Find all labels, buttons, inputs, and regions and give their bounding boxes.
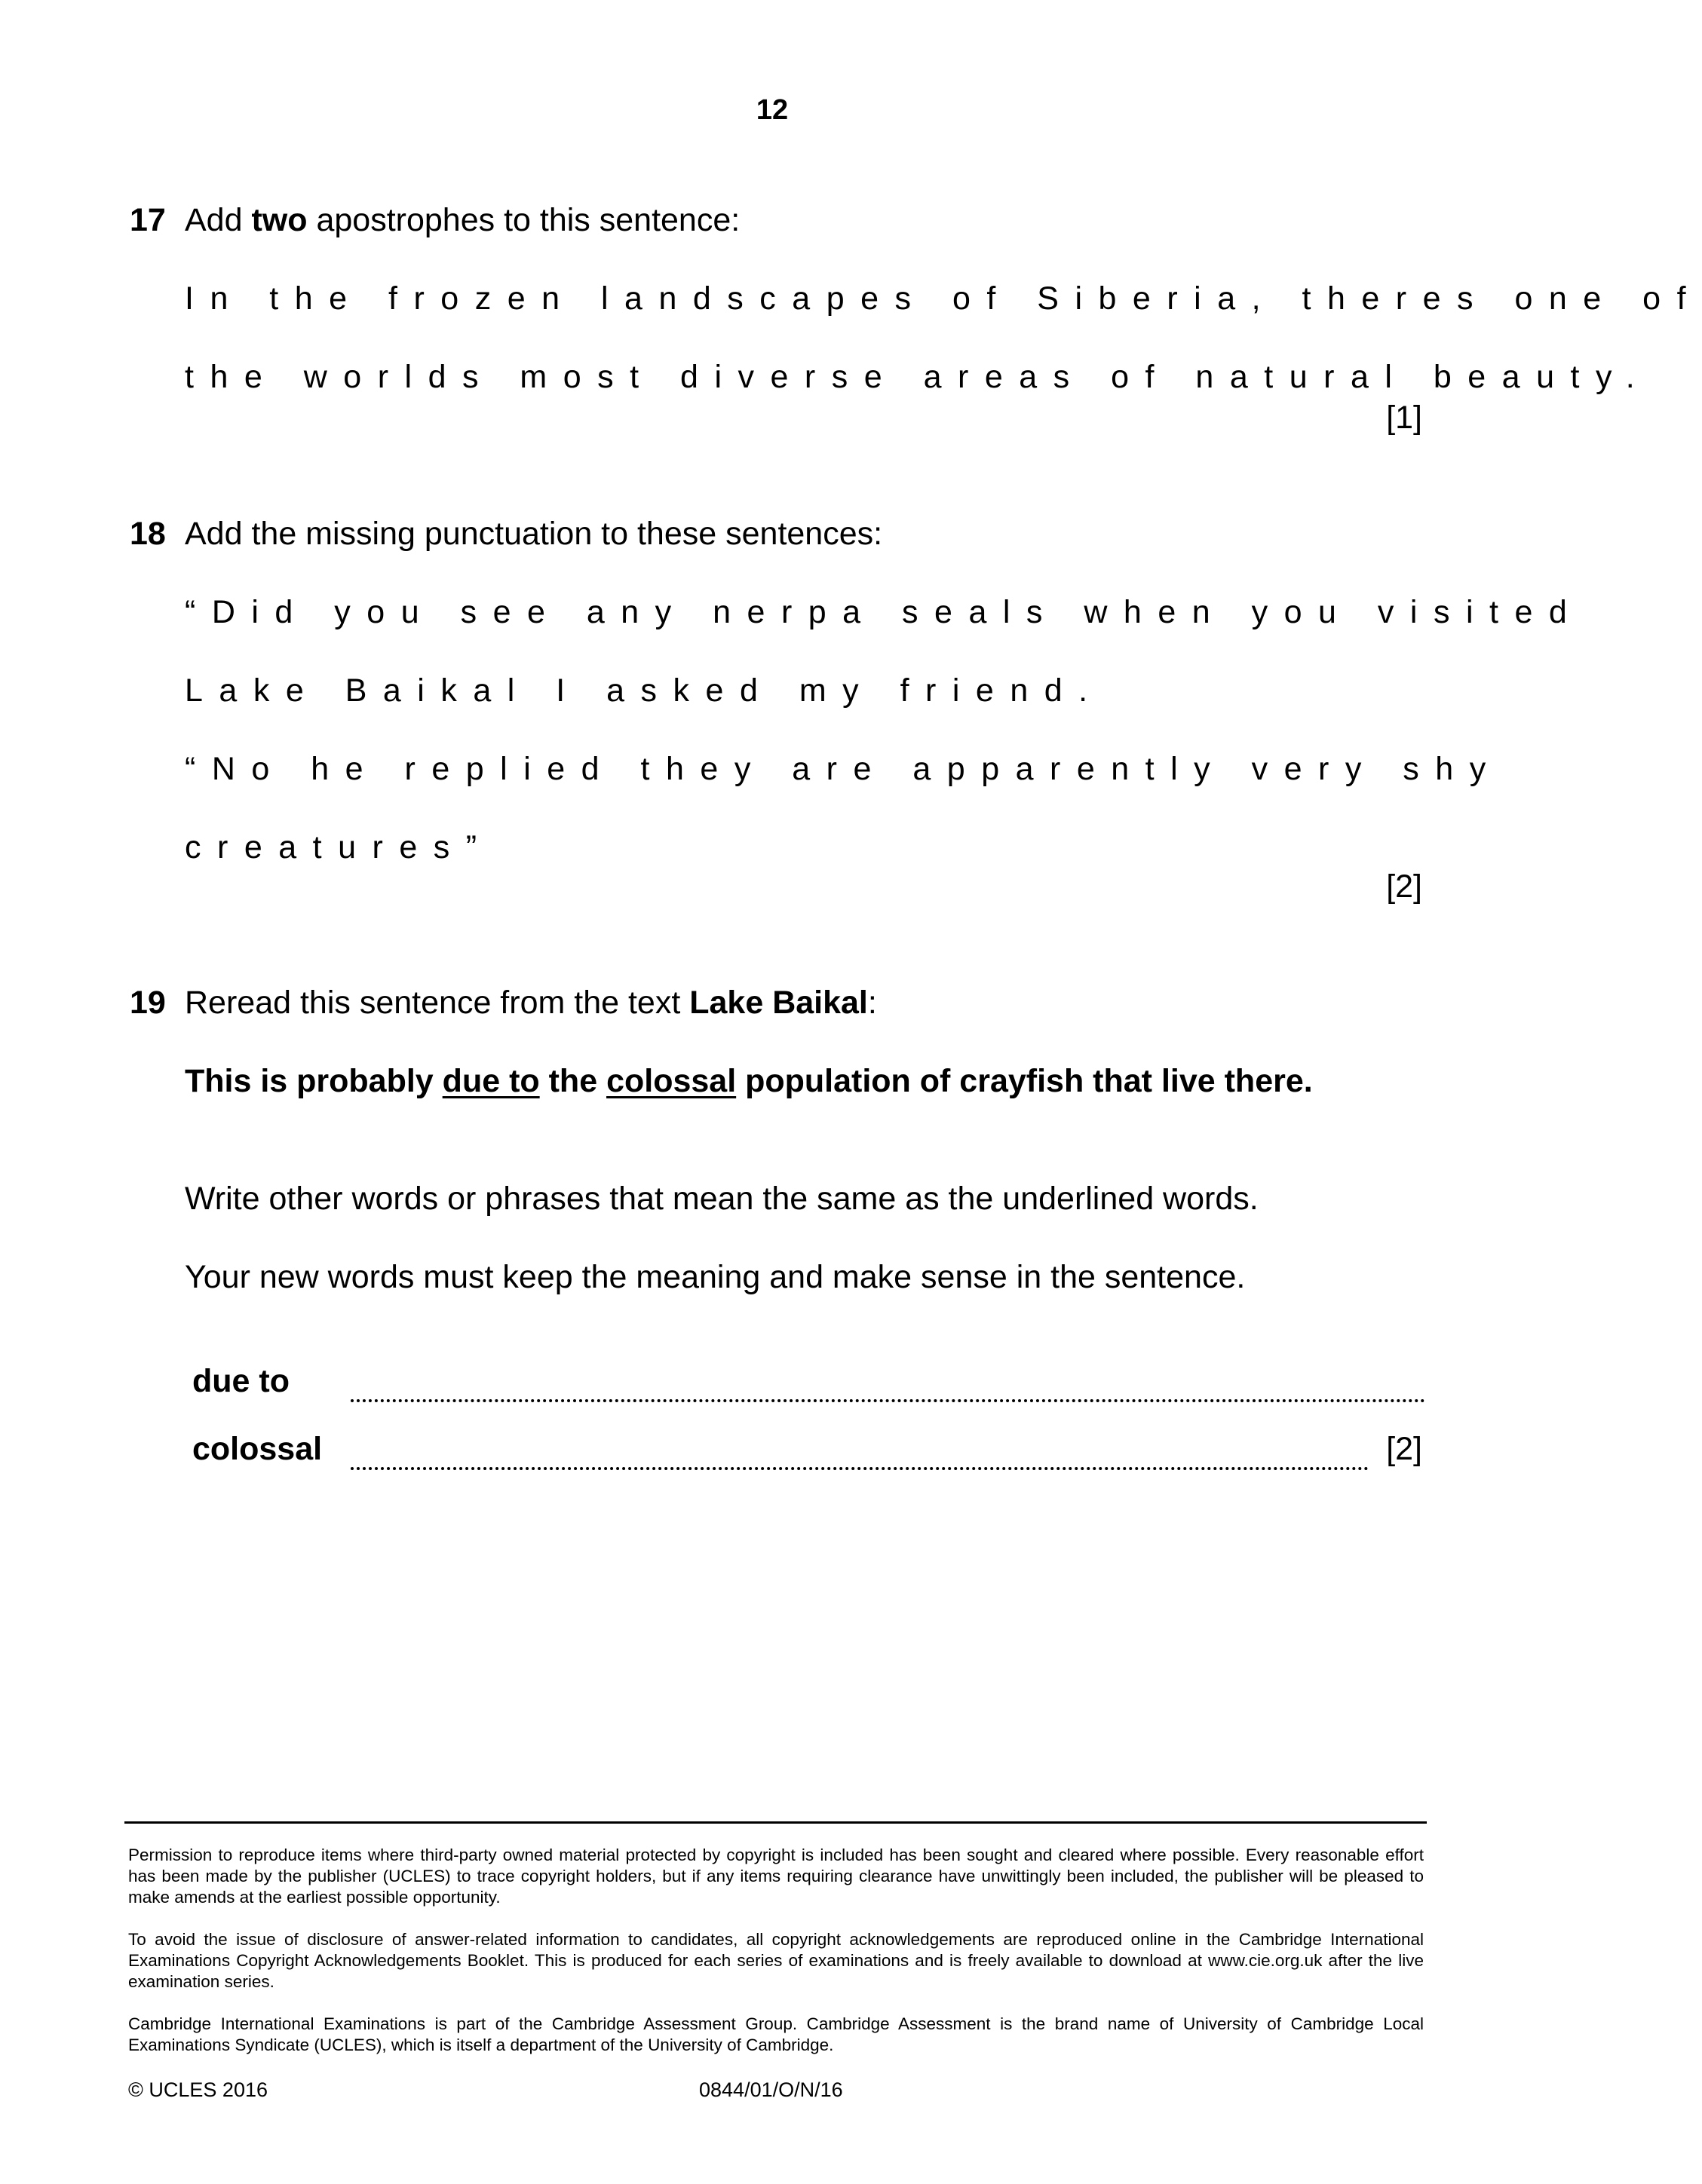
footer-copyright: © UCLES 2016	[128, 2078, 268, 2101]
answer-label-colossal: colossal	[192, 1431, 323, 1467]
question-18-marks: [2]	[1386, 868, 1422, 905]
question-17-marks: [1]	[1386, 400, 1422, 436]
question-18-line-3: “No he replied they are apparently very shy	[185, 751, 1502, 787]
footer-permission-notice: Permission to reproduce items where third-party owned material protected by copyright is included has been sought and cleared where possible. Every reasonable effort has been made by the publisher (UCLES) to trace copyright holders, but if any items requiring clearance have unwittingly been included, the publisher will be pleased to make amends at the earliest possible opportunity.	[128, 1846, 1424, 1907]
answer-label-due-to: due to	[192, 1363, 290, 1399]
question-18-line-2: Lake Baikal I asked my friend.	[185, 672, 1104, 709]
footer-paper-code: 0844/01/O/N/16	[699, 2078, 843, 2101]
underlined-colossal: colossal	[606, 1063, 737, 1099]
question-19-marks: [2]	[1386, 1431, 1422, 1467]
question-19-prompt: Reread this sentence from the text Lake Baikal:	[185, 985, 877, 1021]
question-19-instruction-2: Your new words must keep the meaning and make sense in the sentence.	[185, 1259, 1246, 1295]
question-18-line-1: “Did you see any nerpa seals when you visited	[185, 594, 1584, 630]
question-17-prompt: Add two apostrophes to this sentence:	[185, 202, 741, 238]
question-18-number: 18	[130, 516, 166, 552]
question-17-number: 17	[130, 202, 166, 238]
question-17-sentence-line-1: In the frozen landscapes of Siberia, theres one of	[185, 280, 1702, 317]
emphasis-two: two	[251, 202, 308, 238]
question-19-number: 19	[130, 985, 166, 1021]
answer-line-colossal[interactable]	[351, 1467, 1369, 1470]
question-19-instruction-1: Write other words or phrases that mean the same as the underlined words.	[185, 1181, 1259, 1217]
footer-cambridge-notice: Cambridge International Examinations is part of the Cambridge Assessment Group. Cambridge Assessment is the brand name of University of Cambridge Local Examinations Syndicate (UCLES), which is itself a department of the University of Cambridge.	[128, 2014, 1424, 2054]
question-17-sentence-line-2: the worlds most diverse areas of natural beauty.	[185, 359, 1651, 395]
question-18-prompt: Add the missing punctuation to these sentences:	[185, 516, 883, 552]
text-title-lake-baikal: Lake Baikal	[689, 985, 868, 1021]
footer-disclosure-notice: To avoid the issue of disclosure of answer-related information to candidates, all copyright acknowledgements are reproduced online in the Cambridge International Examinations Copyright Acknowledgements Booklet. This is produced for each series of examinations and is freely available to download at www.cie.org.uk after the live examination series.	[128, 1930, 1424, 1991]
question-19-quoted-sentence: This is probably due to the colossal population of crayfish that live there.	[185, 1063, 1313, 1099]
footer-divider	[124, 1821, 1427, 1824]
question-18-line-4: creatures”	[185, 829, 493, 865]
page-number: 12	[756, 94, 789, 126]
answer-line-due-to[interactable]	[351, 1399, 1425, 1402]
underlined-due-to: due to	[442, 1063, 540, 1099]
